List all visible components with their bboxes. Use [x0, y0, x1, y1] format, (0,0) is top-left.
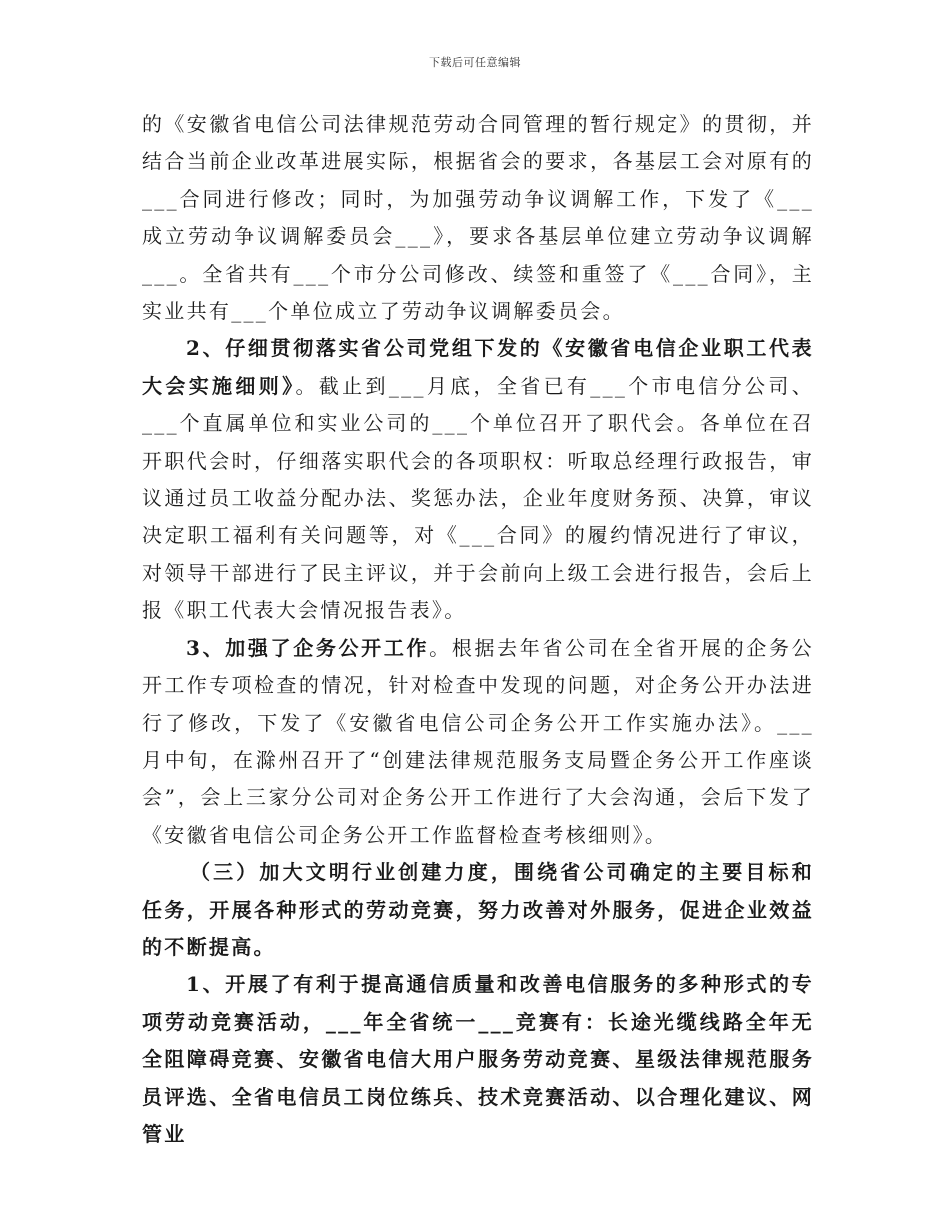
paragraph-labor-contract: 的《安徽省电信公司法律规范劳动合同管理的暂行规定》的贯彻，并结合当前企业改革进展实际，根据省会的要求，各基层工会对原有的___合同进行修改；同时，为加强劳动争议调解工作，下发了《___成立劳动争议调解委员会___》，要求各基层单位建立劳动争议调解___。全省共有___个市分公司修改、续签和重签了《___合同》，主实业共有___个单位成立了劳动争议调解委员会。: [142, 112, 814, 324]
paragraph-affairs-disclosure: [142, 630, 814, 854]
paragraph-workers-congress: [142, 330, 814, 629]
paragraph-affairs-disclosure-lead: 3、加强了企务公开工作: [186, 635, 430, 660]
section-heading-civilization: （三）加大文明行业创建力度，围绕省公司确定的主要目标和任务，开展各种形式的劳动竞赛，努力改善对外服务，促进企业效益的不断提高。: [142, 860, 814, 959]
paragraph-labor-competition: 1、开展了有利于提高通信质量和改善电信服务的多种形式的专项劳动竞赛活动，___年全省统一___竞赛有：长途光缆线路全年无全阻障碍竞赛、安徽省电信大用户服务劳动竞赛、星级法律规范服务员评选、全省电信员工岗位练兵、技术竞赛活动、以合理化建议、网管业: [142, 972, 814, 1146]
paragraph-workers-congress-body: 。截止到___月底，全省已有___个市电信分公司、___个直属单位和实业公司的___个单位召开了职代会。各单位在召开职代会时，仔细落实职代会的各项职权：听取总经理行政报告，审议通过员工收益分配办法、奖惩办法，企业年度财务预、决算，审议决定职工福利有关问题等，对《___合同》的履约情况进行了审议，对领导干部进行了民主评议，并于会前向上级工会进行报告，会后上报《职工代表大会情况报告表》。: [142, 373, 814, 623]
document-body: [142, 106, 814, 1153]
paragraph-workers-congress-lead: 2、仔细贯彻落实省公司党组下发的《安徽省电信企业职工代表大会实施细则》: [142, 336, 814, 398]
page-header-note: 下载后可任意编辑: [429, 56, 521, 69]
paragraph-affairs-disclosure-body: 。根据去年省公司在全省开展的企务公开工作专项检查的情况，针对检查中发现的问题，对企务公开办法进行了修改，下发了《安徽省电信公司企务公开工作实施办法》。___月中旬，在滁州召开了“创建法律规范服务支局暨企务公开工作座谈会”，会上三家分公司对企务公开工作进行了大会沟通，会后下发了《安徽省电信公司企务公开工作监督检查考核细则》。: [142, 635, 814, 847]
